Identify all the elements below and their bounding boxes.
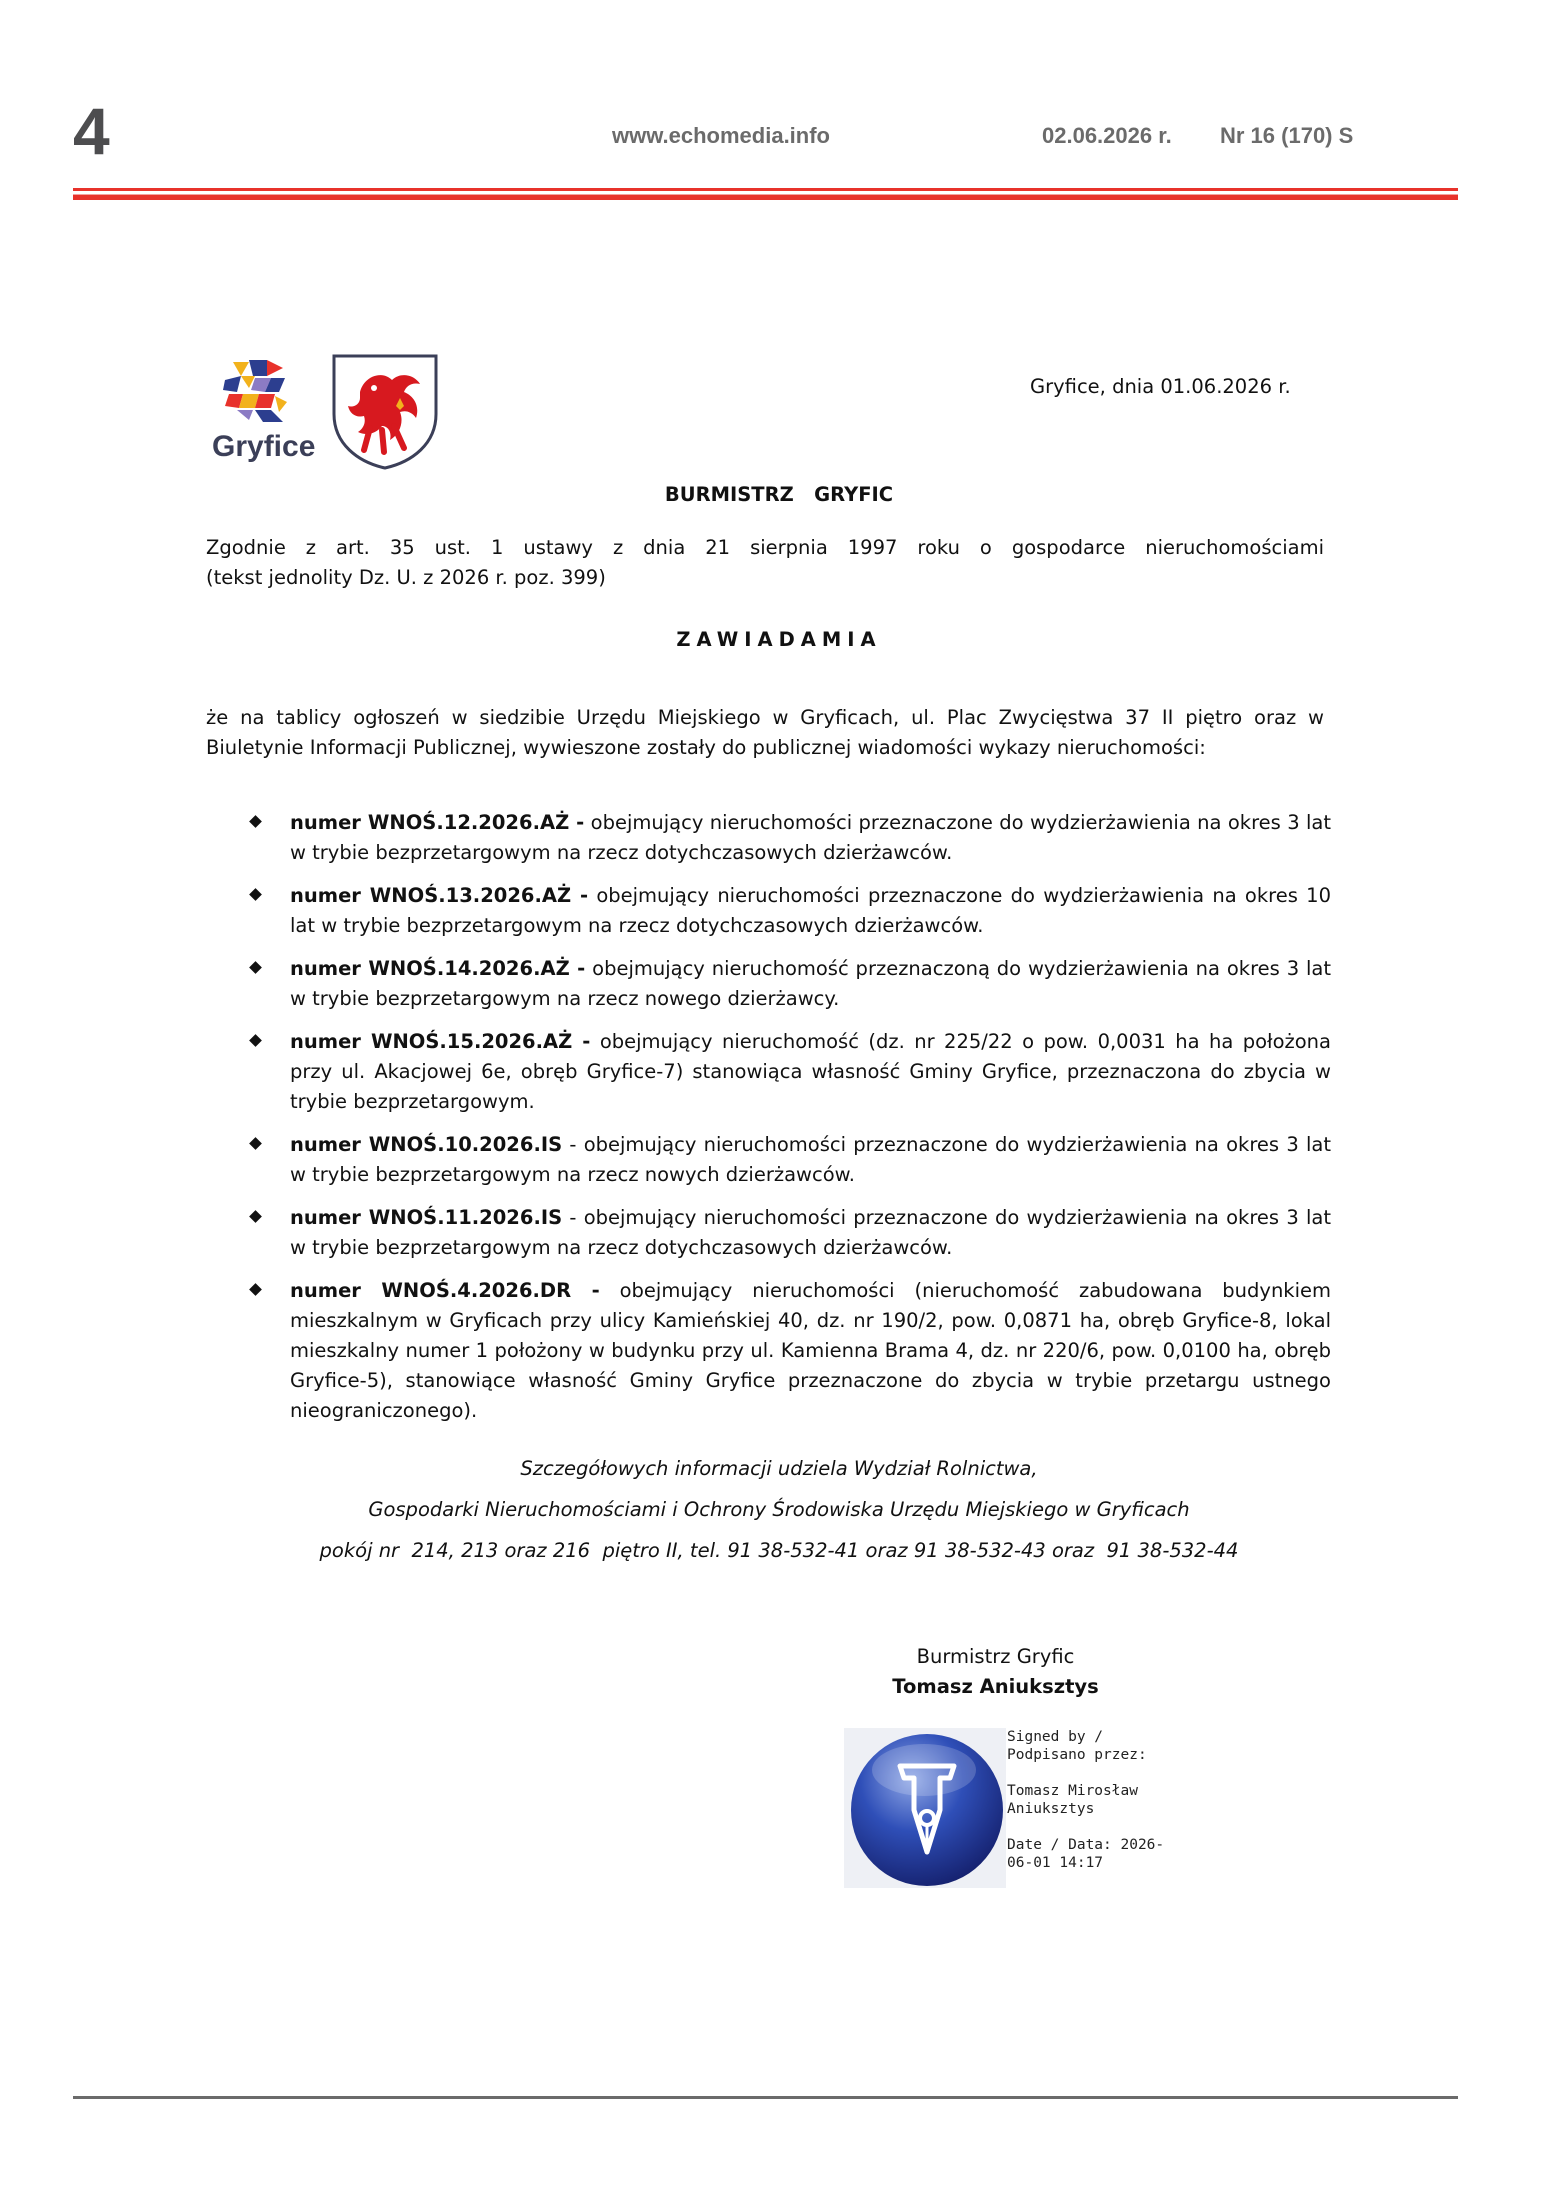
list-item-text: obejmujący nieruchomość (dz. nr 225/22 o pow. 0,0031 ha ha położona przy ul. Akacjowej 6e, obręb Gryfice-7) stanowiąca własność Gminy Gryfice, przeznaczona do zbycia w trybie bezprzetargowym. [290, 1030, 1331, 1113]
issue-date: 02.06.2026 r. [1042, 123, 1172, 148]
legal-basis [206, 533, 1324, 593]
signature-details [1007, 1728, 1182, 1872]
signature-name: Tomasz Aniuksztys [892, 1675, 1099, 1698]
contact-info [0, 1448, 1558, 1571]
website-url: www.echomedia.info [612, 123, 830, 148]
list-item-number: numer WNOŚ.13.2026.AŻ - [290, 884, 589, 907]
list-item-text: obejmujący nieruchomości przeznaczone do wydzierżawienia na okres 10 lat w trybie bezprzetargowym na rzecz dotychczasowych dzierżawców. [290, 884, 1331, 937]
contact-info-line: Gospodarki Nieruchomościami i Ochrony Środowiska Urzędu Miejskiego w Gryficach [368, 1498, 1190, 1521]
list-item [206, 1130, 1331, 1190]
header-divider [73, 188, 1458, 200]
list-item-text: - obejmujący nieruchomości przeznaczone do wydzierżawienia na okres 3 lat w trybie bezprzetargowym na rzecz dotychczasowych dzierżawców. [290, 1206, 1331, 1259]
signature-pen-icon [844, 1728, 1006, 1888]
logo-block [210, 352, 440, 472]
bullet-diamond-icon [249, 1210, 262, 1223]
list-item-number: numer WNOŚ.10.2026.IS [290, 1133, 563, 1156]
contact-info-line: pokój nr 214, 213 oraz 216 piętro II, tel. 91 38-532-41 oraz 91 38-532-43 oraz 91 38-532-44 [319, 1539, 1239, 1562]
list-item [206, 954, 1331, 1014]
list-item [206, 808, 1331, 868]
issue-number: Nr 16 (170) S [1220, 123, 1354, 148]
list-item-number: numer WNOŚ.12.2026.AŻ - [290, 811, 585, 834]
authority-title: BURMISTRZ GRYFIC [664, 483, 894, 506]
footer-divider [73, 2096, 1458, 2099]
signer-name: Aniuksztys [1007, 1801, 1095, 1817]
legal-basis-line: Zgodnie z art. 35 ust. 1 ustawy z dnia 21 sierpnia 1997 roku o gospodarce nieruchomościami [206, 536, 1324, 559]
legal-basis-line: (tekst jednolity Dz. U. z 2026 r. poz. 399) [206, 566, 606, 589]
property-list [206, 808, 1331, 1439]
gryfice-logo-mark [215, 354, 315, 434]
signed-by-label: Signed by / [1007, 1729, 1104, 1745]
list-item-text: obejmujący nieruchomość przeznaczoną do wydzierżawienia na okres 3 lat w trybie bezprzetargowym na rzecz nowego dzierżawcy. [290, 957, 1331, 1010]
place-and-date: Gryfice, dnia 01.06.2026 r. [1030, 375, 1291, 398]
list-item-number: numer WNOŚ.4.2026.DR - [290, 1279, 600, 1302]
list-item-text: obejmujący nieruchomości przeznaczone do wydzierżawienia na okres 3 lat w trybie bezprzetargowym na rzecz dotychczasowych dzierżawców. [290, 811, 1331, 864]
list-item [206, 1203, 1331, 1263]
signature-date: Date / Data: 2026- [1007, 1837, 1165, 1853]
list-item [206, 1027, 1331, 1117]
list-item-text: - obejmujący nieruchomości przeznaczone do wydzierżawienia na okres 3 lat w trybie bezprzetargowym na rzecz nowych dzierżawców. [290, 1133, 1331, 1186]
gryfice-wordmark: Gryfice [212, 430, 316, 463]
signature-role: Burmistrz Gryfic [916, 1645, 1075, 1668]
list-item [206, 1276, 1331, 1426]
signature-date: 06-01 14:17 [1007, 1855, 1104, 1871]
page-number: 4 [73, 94, 110, 168]
list-item-text: obejmujący nieruchomości (nieruchomość zabudowana budynkiem mieszkalnym w Gryficach przy ulicy Kamieńskiej 40, dz. nr 190/2, pow. 0,0871 ha, obręb Gryfice-8, lokal mieszkalny numer 1 położony w budynku przy ul. Kamienna Brama 4, dz. nr 220/6, pow. 0,0100 ha, obręb Gryfice-5), stanowiące własność Gminy Gryfice przeznaczone do zbycia w trybie przetargu ustnego nieograniczonego). [290, 1279, 1332, 1422]
electronic-signature [844, 1728, 1184, 1888]
bullet-diamond-icon [249, 888, 262, 901]
signed-by-label: Podpisano przez: [1007, 1747, 1147, 1763]
contact-info-line: Szczegółowych informacji udziela Wydział Rolnictwa, [520, 1457, 1038, 1480]
bullet-diamond-icon [249, 1034, 262, 1047]
bullet-diamond-icon [249, 1137, 262, 1150]
list-item [206, 881, 1331, 941]
intro-paragraph: że na tablicy ogłoszeń w siedzibie Urzędu Miejskiego w Gryficach, ul. Plac Zwycięstwa 37 II piętro oraz w Biuletynie Informacji Publicznej, wywieszone zostały do publicznej wiadomości wykazy nieruchomości: [206, 706, 1324, 759]
coat-of-arms-griffin [330, 352, 440, 470]
bullet-diamond-icon [249, 961, 262, 974]
list-item-number: numer WNOŚ.14.2026.AŻ - [290, 957, 586, 980]
announcement-heading: ZAWIADAMIA [676, 628, 882, 651]
signer-name: Tomasz Mirosław [1007, 1783, 1138, 1799]
bullet-diamond-icon [249, 815, 262, 828]
bullet-diamond-icon [249, 1283, 262, 1296]
list-item-number: numer WNOŚ.15.2026.AŻ - [290, 1030, 591, 1053]
list-item-number: numer WNOŚ.11.2026.IS [290, 1206, 563, 1229]
